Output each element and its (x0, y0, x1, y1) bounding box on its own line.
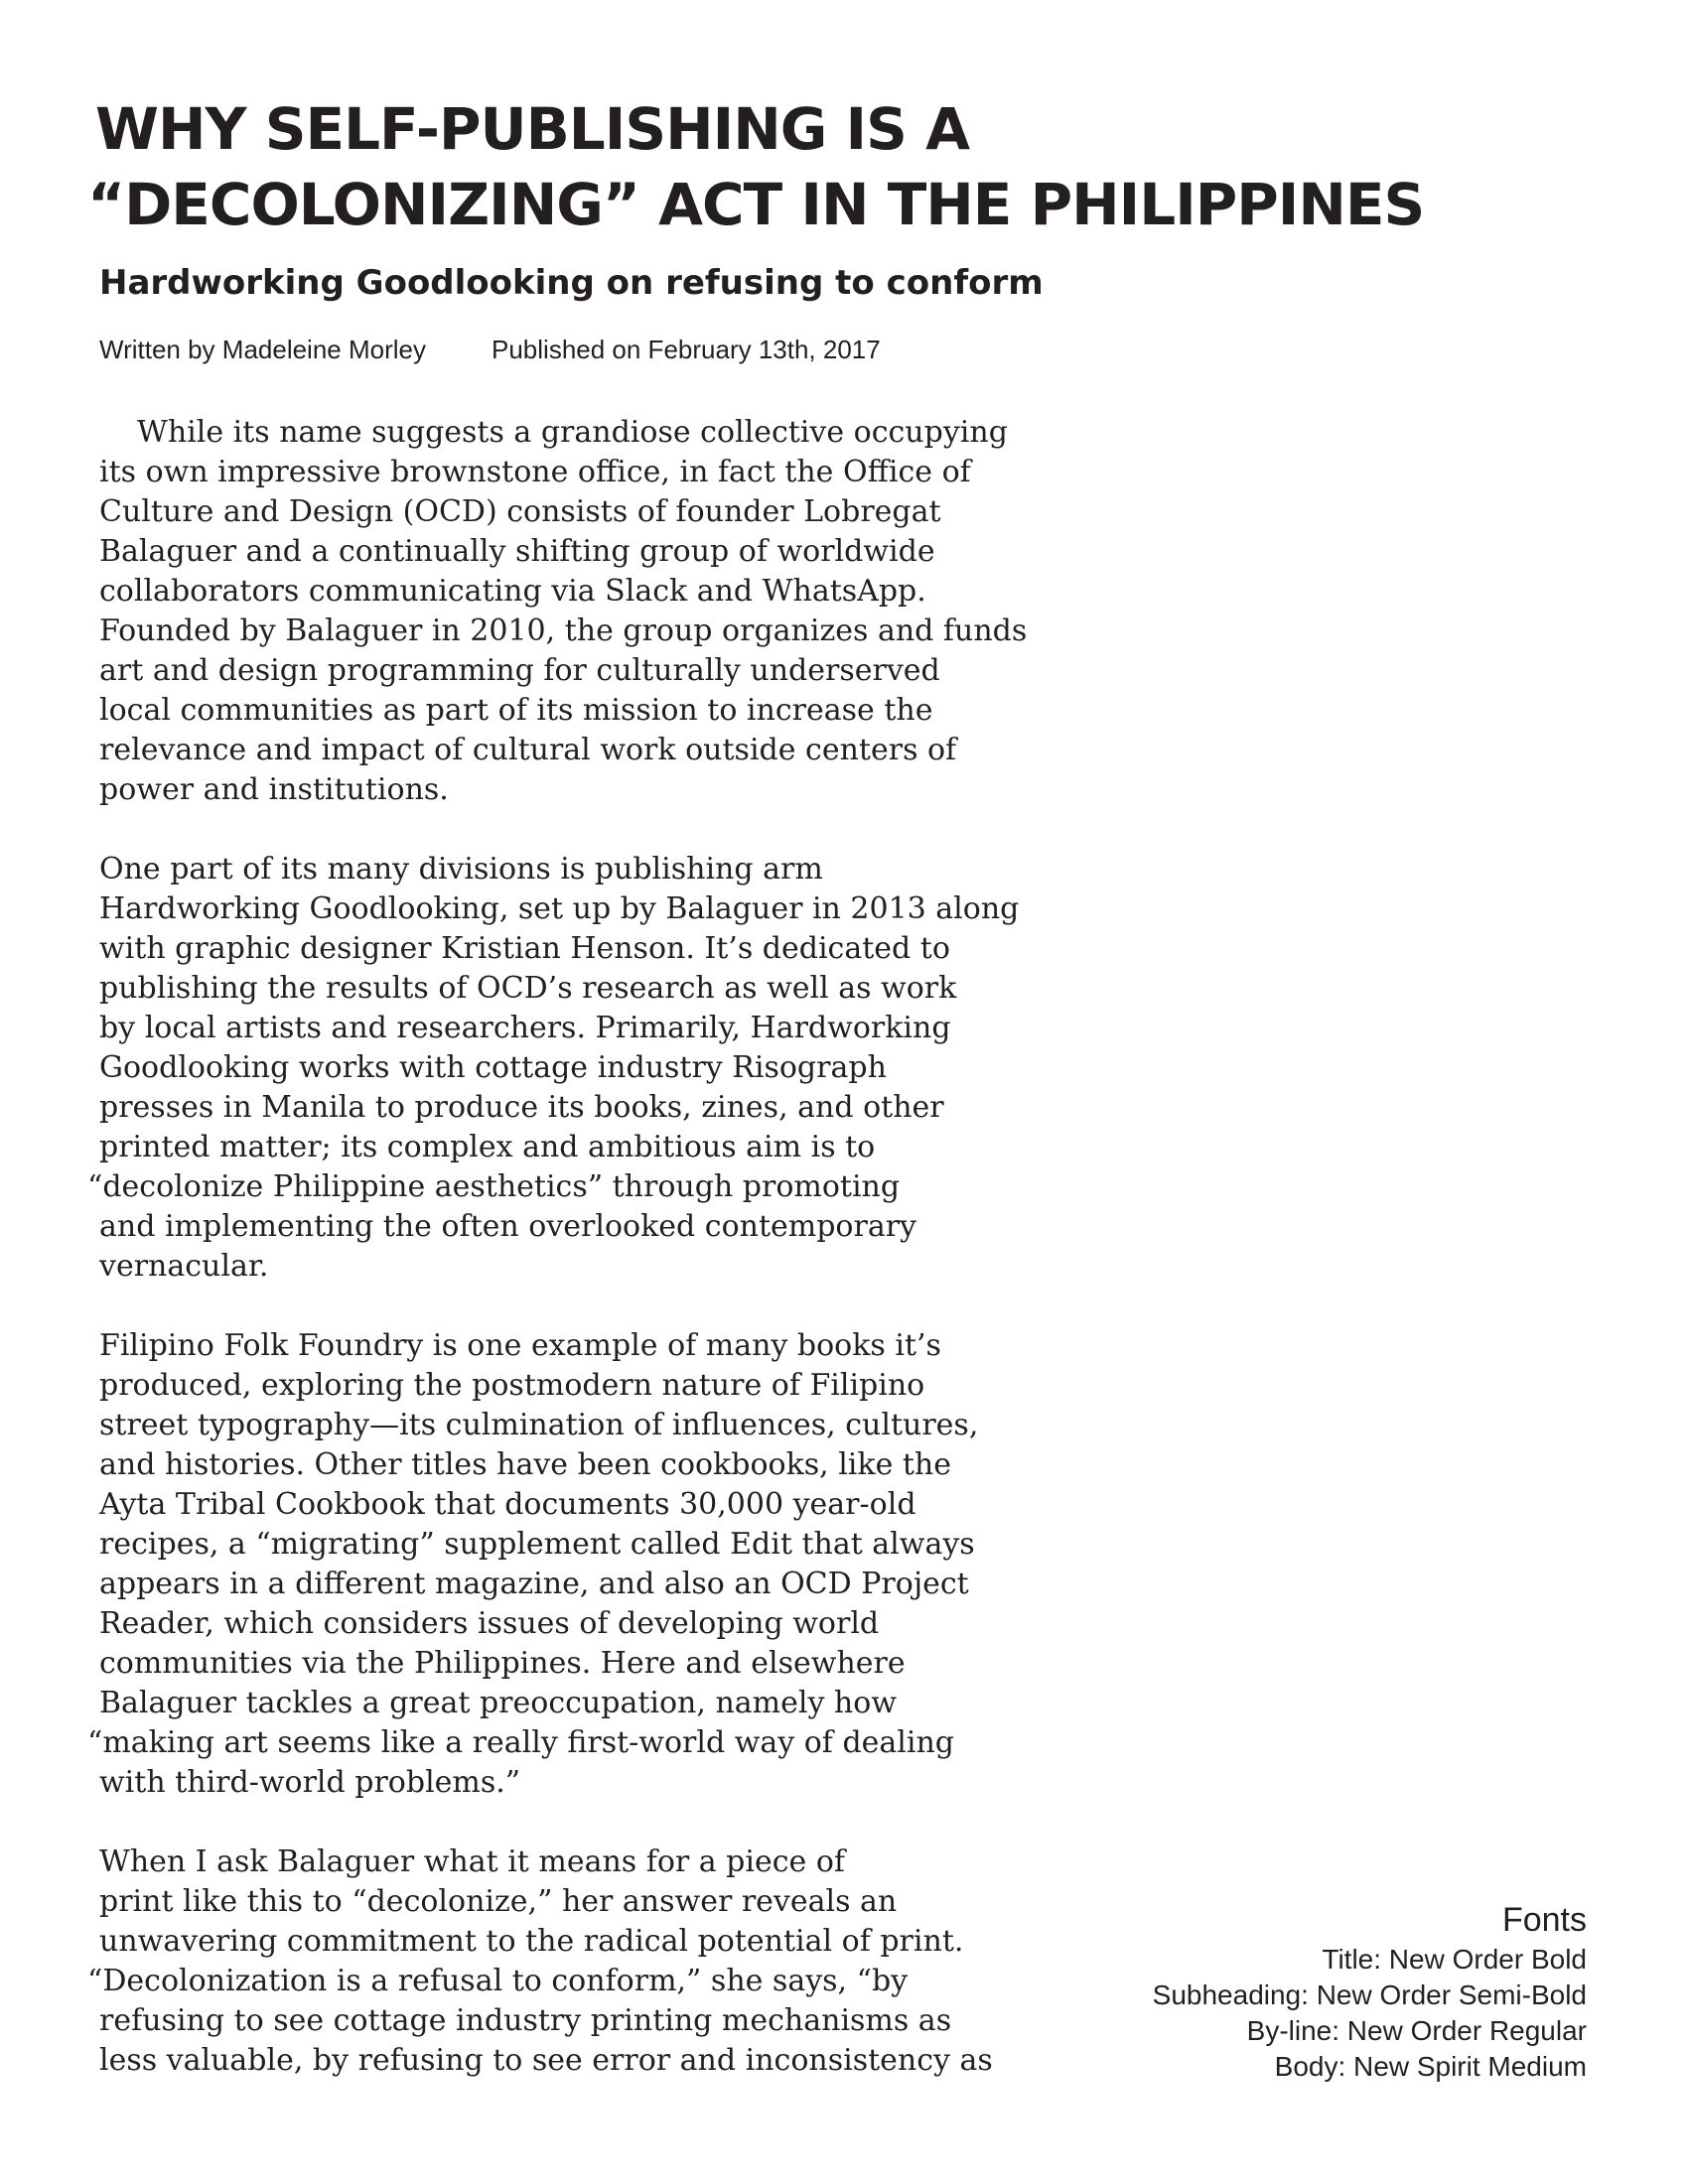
body-line: and histories. Other titles have been cookbooks, like the (99, 1447, 952, 1482)
body-paragraph (87, 1326, 1092, 1803)
body-line: street typography—its culmination of influences, cultures, (99, 1408, 979, 1442)
body-line: “making art seems like a really first-world way of dealing (87, 1725, 955, 1760)
body-line: relevance and impact of cultural work outside centers of (99, 733, 957, 767)
body-line: publishing the results of OCD’s research as well as work (99, 971, 957, 1006)
body-line: Founded by Balaguer in 2010, the group organizes and funds (99, 614, 1028, 648)
body-line: communities via the Philippines. Here and elsewhere (99, 1646, 906, 1681)
body-line: Goodlooking works with cottage industry Risograph (99, 1050, 887, 1085)
body-line: collaborators communicating via Slack and WhatsApp. (99, 574, 926, 609)
body-line: Filipino Folk Foundry is one example of many books it’s (99, 1328, 941, 1363)
body-line: Ayta Tribal Cookbook that documents 30,000 year-old (99, 1487, 916, 1522)
body-line: Balaguer tackles a great preoccupation, namely how (99, 1686, 897, 1720)
body-line: printed matter; its complex and ambitious aim is to (99, 1130, 876, 1164)
body-line: “Decolonization is a refusal to conform,” she says, “by (87, 1964, 909, 1998)
body-line: One part of its many divisions is publishing arm (99, 852, 823, 887)
body-line: vernacular. (99, 1249, 269, 1284)
body-line: presses in Manila to produce its books, zines, and other (99, 1090, 944, 1125)
body-paragraph (87, 850, 1092, 1287)
body-line: When I ask Balaguer what it means for a piece of (99, 1844, 845, 1879)
byline (99, 332, 881, 367)
body-line: While its name suggests a grandiose collective occupying (137, 415, 1008, 450)
body-line: with graphic designer Kristian Henson. It’s dedicated to (99, 931, 950, 966)
body-line: by local artists and researchers. Primarily, Hardworking (99, 1011, 951, 1045)
body-line: less valuable, by refusing to see error and inconsistency as (99, 2043, 993, 2078)
body-line: Reader, which considers issues of developing world (99, 1606, 880, 1641)
article-body (87, 413, 1092, 2120)
body-line: refusing to see cottage industry printing mechanisms as (99, 2003, 952, 2038)
body-line: print like this to “decolonize,” her answer reveals an (99, 1884, 898, 1919)
body-line: recipes, a “migrating” supplement called Edit that always (99, 1527, 975, 1562)
body-line: Culture and Design (OCD) consists of founder Lobregat (99, 494, 941, 529)
body-line: and implementing the often overlooked contemporary (99, 1209, 916, 1244)
body-line: unwavering commitment to the radical potential of print. (99, 1924, 964, 1959)
body-line: “decolonize Philippine aesthetics” through promoting (87, 1169, 901, 1204)
font-spec-byline: By-line: New Order Regular (1246, 2015, 1587, 2046)
fonts-note (1153, 1898, 1587, 2085)
body-line: art and design programming for culturally underserved (99, 653, 940, 688)
body-line: with third-world problems.” (99, 1765, 521, 1800)
body-line: its own impressive brownstone office, in fact the Office of (99, 455, 971, 489)
body-paragraph (99, 413, 1092, 810)
fonts-heading: Fonts (1501, 1901, 1587, 1939)
body-line: Hardworking Goodlooking, set up by Balaguer in 2013 along (99, 891, 1020, 926)
font-spec-subheading: Subheading: New Order Semi-Bold (1152, 1979, 1587, 2010)
body-line: appears in a different magazine, and also an OCD Project (99, 1567, 969, 1601)
article-subheading: Hardworking Goodlooking on refusing to conform (99, 263, 1044, 303)
byline-author: Written by Madeleine Morley (99, 335, 426, 364)
title-line: “DECOLONIZING” ACT IN THE PHILIPPINES (87, 171, 1425, 238)
body-paragraph (87, 1843, 1092, 2081)
title-line: WHY SELF-PUBLISHING IS A (95, 95, 969, 163)
font-spec-title: Title: New Order Bold (1322, 1944, 1587, 1975)
body-line: power and institutions. (99, 772, 449, 807)
article-title (87, 91, 1577, 242)
font-spec-body: Body: New Spirit Medium (1274, 2051, 1587, 2082)
body-line: produced, exploring the postmodern nature of Filipino (99, 1368, 925, 1403)
body-line: local communities as part of its mission to increase the (99, 693, 933, 728)
byline-published-date: Published on February 13th, 2017 (492, 335, 881, 364)
body-line: Balaguer and a continually shifting group of worldwide (99, 534, 935, 569)
